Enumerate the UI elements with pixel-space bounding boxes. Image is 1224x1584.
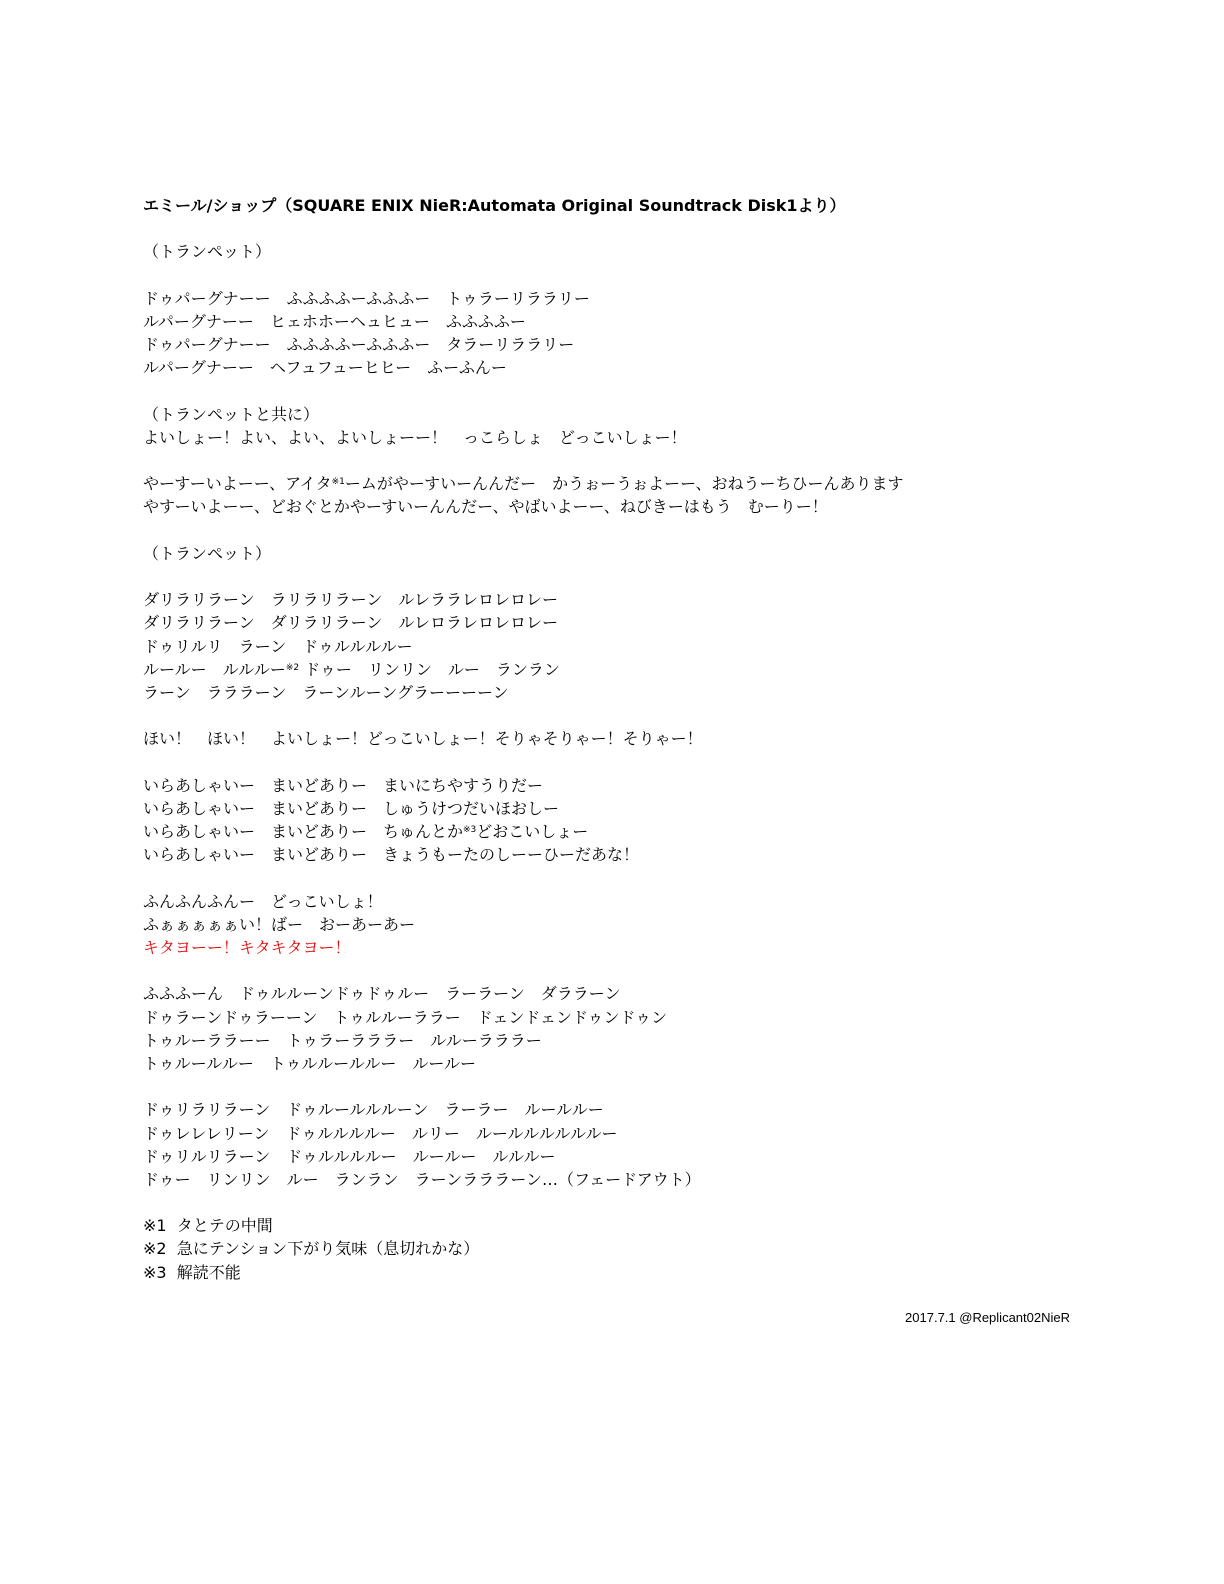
footnote: ※3 解読不能 bbox=[143, 1262, 241, 1282]
lyric-text: ドゥー リンリン ルー ランラン bbox=[299, 659, 560, 679]
section-heading: （トランペットと共に） bbox=[143, 404, 320, 424]
lyric-line: ふぁぁぁぁぁい！ばー おーあーあー bbox=[143, 914, 416, 934]
lyric-line: いらあしゃいー まいどありー まいにちやすうりだー bbox=[143, 775, 544, 795]
lyric-line: いらあしゃいー まいどありー きょうもーたのしーーひーだあな！ bbox=[143, 845, 640, 865]
spacer bbox=[143, 1075, 1083, 1098]
lyric-line: ラーン ラララーン ラーンルーングラーーーーン bbox=[143, 682, 509, 702]
lyric-line: ドゥパーグナーー ふふふふーふふふー タラーリララリー bbox=[143, 335, 575, 355]
lyric-line: トゥルーララーー トゥラーラララー ルルーラララー bbox=[143, 1030, 542, 1050]
lyric-line: ドゥレレレリーン ドゥルルルルー ルリー ルールルルルルルー bbox=[143, 1123, 618, 1143]
lyric-line: よいしょー！よい、よい、よいしょーー！ っこらしょ どっこいしょー！ bbox=[143, 427, 687, 447]
lyric-line: ドゥー リンリン ルー ランラン ラーンラララーン…（フェードアウト） bbox=[143, 1169, 701, 1189]
document-title: エミール/ショップ（SQUARE ENIX NieR:Automata Original Soundtrack Disk1より） bbox=[143, 196, 846, 215]
footnote-mark: ※1 bbox=[331, 477, 345, 488]
section-heading: （トランペット） bbox=[143, 242, 272, 262]
lyric-line: いらあしゃいー まいどありー しゅうけつだいほおしー bbox=[143, 798, 560, 818]
lyric-line: ドゥラーンドゥラーーン トゥルルーララー ドェンドェンドゥンドゥン bbox=[143, 1007, 668, 1027]
spacer bbox=[143, 866, 1083, 889]
lyric-line: ドゥリラリラーン ドゥルールルルーン ラーラー ルールルー bbox=[143, 1100, 604, 1120]
lyric-line: ルパーグナーー ヒェホホーヘュヒュー ふふふふー bbox=[143, 311, 526, 331]
lyric-line: ダリラリラーン ラリラリラーン ルレララレロレロレー bbox=[143, 590, 558, 610]
highlighted-lyric-line: キタヨーー！キタキタヨー！ bbox=[143, 938, 351, 957]
lyric-line bbox=[143, 820, 1083, 843]
footnote-mark: ※3 bbox=[463, 825, 477, 836]
spacer bbox=[143, 1191, 1083, 1214]
lyric-text: ームがやーすいーんんだー かうぉーうぉよーー、おねうーちひーんあります bbox=[344, 474, 904, 494]
lyric-line: ダリラリラーン ダリラリラーン ルレロラレロレロレー bbox=[143, 613, 558, 633]
lyric-line bbox=[143, 658, 1083, 681]
lyric-line: ドゥパーグナーー ふふふふーふふふー トゥラーリララリー bbox=[143, 288, 590, 308]
lyric-text: やーすーいよーー、アイタ bbox=[143, 474, 332, 494]
lyric-text: どおこいしょー bbox=[476, 822, 589, 842]
credit-line: 2017.7.1 @Replicant02NieR bbox=[905, 1310, 1070, 1325]
spacer bbox=[143, 704, 1083, 727]
spacer bbox=[143, 519, 1083, 542]
lyric-line: やすーいよーー、どおぐとかやーすいーんんだー、やばいよーー、ねびきーはもう むーりー！ bbox=[143, 497, 828, 517]
footnote-mark: ※2 bbox=[285, 662, 300, 673]
spacer bbox=[143, 217, 1083, 240]
spacer bbox=[143, 449, 1083, 472]
spacer bbox=[143, 565, 1083, 588]
lyric-line bbox=[143, 472, 1083, 495]
lyrics-document bbox=[143, 194, 1083, 1284]
lyric-text: いらあしゃいー まいどありー ちゅんとか bbox=[143, 822, 464, 842]
lyric-text: ルールー ルルルー bbox=[143, 659, 286, 679]
lyric-line: ふふふーん ドゥルルーンドゥドゥルー ラーラーン ダララーン bbox=[143, 984, 621, 1004]
lyric-line: ほい！ ほい！ よいしょー！どっこいしょー！そりゃそりゃー！そりゃー！ bbox=[143, 729, 703, 749]
lyric-line: ふんふんふんー どっこいしょ！ bbox=[143, 891, 383, 911]
lyric-line: トゥルールルー トゥルルールルー ルールー bbox=[143, 1053, 477, 1073]
spacer bbox=[143, 264, 1083, 287]
spacer bbox=[143, 751, 1083, 774]
lyric-line: ドゥリルリラーン ドゥルルルルー ルールー ルルルー bbox=[143, 1146, 556, 1166]
section-heading: （トランペット） bbox=[143, 543, 272, 563]
spacer bbox=[143, 380, 1083, 403]
spacer bbox=[143, 959, 1083, 982]
footnote: ※2 急にテンション下がり気味（息切れかな） bbox=[143, 1239, 480, 1259]
lyric-line: ルパーグナーー ヘフュフューヒヒー ふーふんー bbox=[143, 358, 507, 378]
footnote: ※1 タとテの中間 bbox=[143, 1216, 273, 1236]
lyric-line: ドゥリルリ ラーン ドゥルルルルー bbox=[143, 636, 413, 656]
